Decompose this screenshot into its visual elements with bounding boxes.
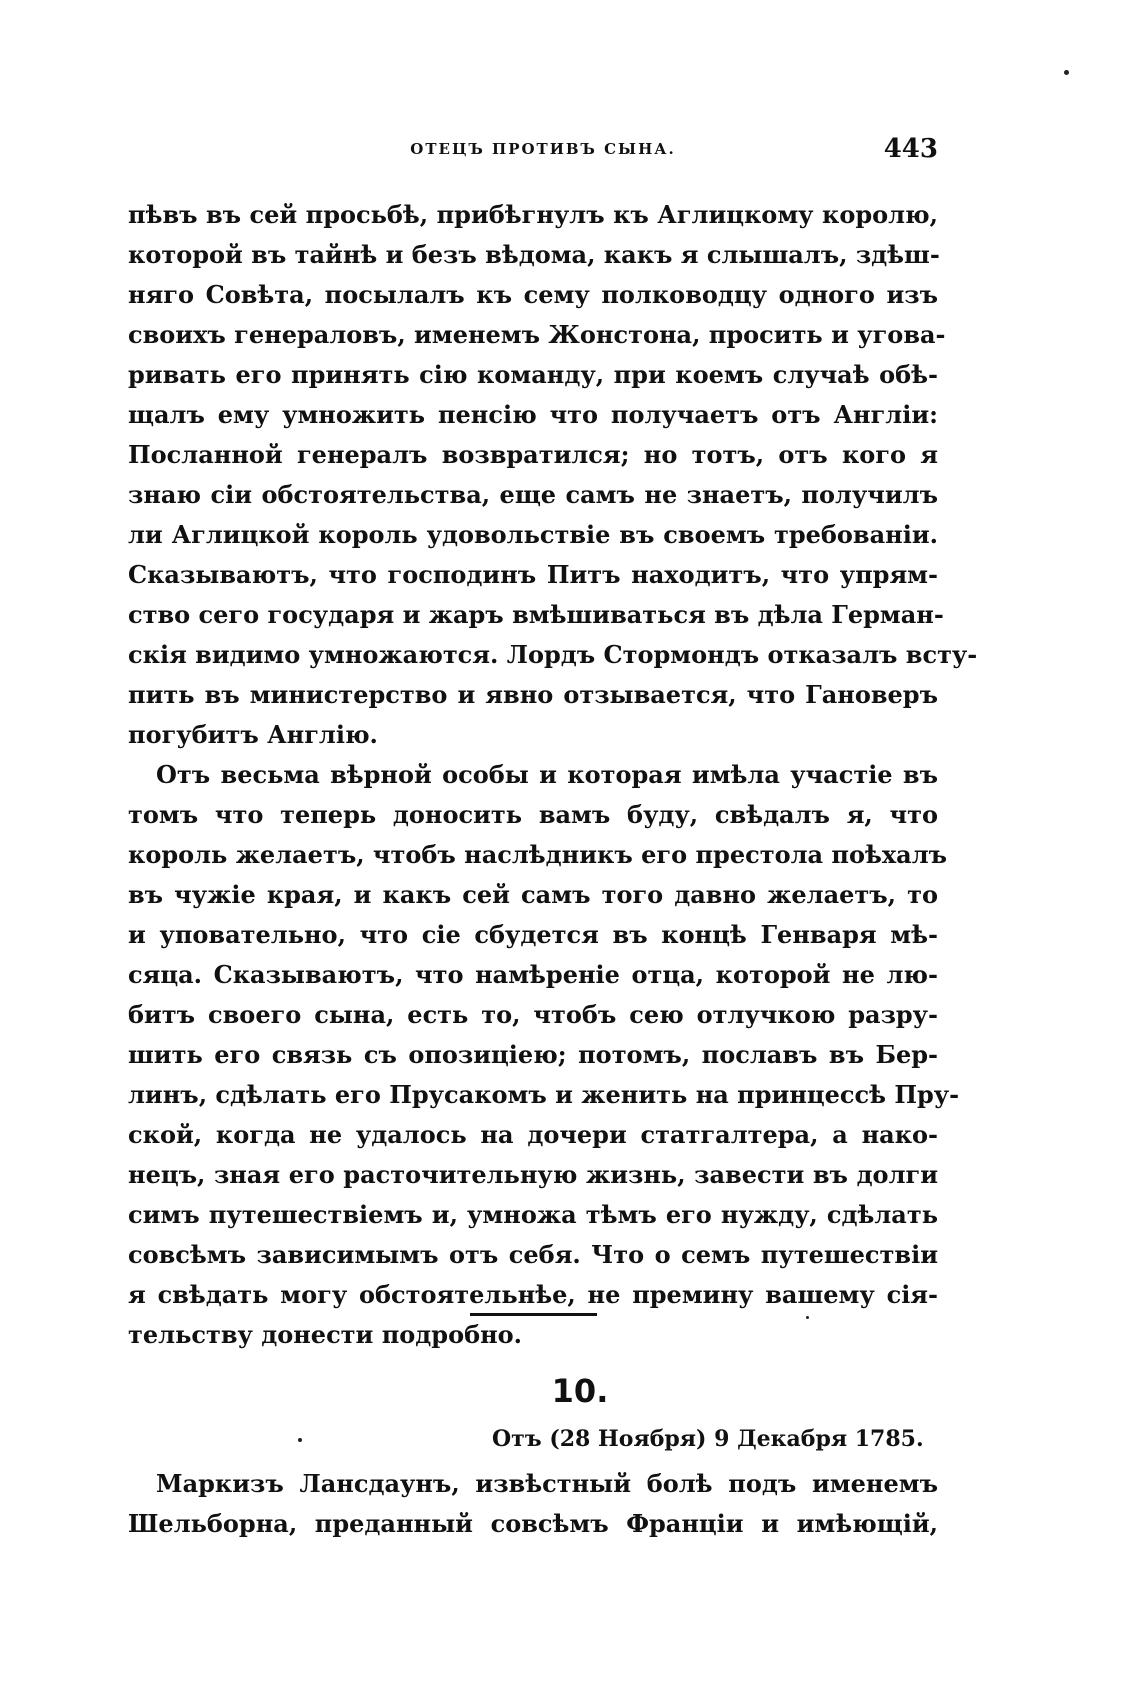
text-line: Маркизъ Лансдаунъ, извѣстный болѣ подъ именемъ	[156, 1469, 938, 1498]
text-line: симъ путешествіемъ и, умножа тѣмъ его нужду, сдѣлать	[128, 1200, 938, 1229]
text-line: нецъ, зная его расточительную жизнь, завести въ долги	[128, 1160, 938, 1189]
section-number: 10.	[551, 1372, 609, 1410]
text-line: скія видимо умножаются. Лордъ Стормондъ отказалъ всту-	[128, 640, 978, 669]
paragraph	[128, 755, 960, 1355]
print-speck	[806, 1316, 809, 1319]
text-line: въ чужіе края, и какъ сей самъ того давно желаетъ, то	[128, 880, 938, 909]
text-line: совсѣмъ зависимымъ отъ себя. Что о семъ путешествіи	[128, 1240, 938, 1269]
text-line: томъ что теперь доносить вамъ буду, свѣдалъ я, что	[128, 800, 938, 829]
section-divider	[470, 1313, 597, 1316]
paragraph	[128, 1464, 938, 1544]
text-line: ской, когда не удалось на дочери статгалтера, а нако-	[128, 1120, 938, 1149]
text-line: линъ, сдѣлать его Прусакомъ и женить на принцессѣ Пру-	[128, 1080, 960, 1109]
print-speck	[1064, 70, 1069, 75]
paragraph	[128, 195, 978, 755]
text-line: щалъ ему умножить пенсію что получаетъ отъ Англіи:	[128, 400, 938, 429]
text-line: Отъ весьма вѣрной особы и которая имѣла участіе въ	[156, 760, 938, 789]
text-line: погубитъ Англію.	[128, 720, 378, 749]
letter-dateline: Отъ (28 Ноября) 9 Декабря 1785.	[492, 1426, 924, 1452]
text-line: Шельборна, преданный совсѣмъ Франціи и имѣющій,	[128, 1509, 938, 1538]
text-line: пить въ министерство и явно отзывается, что Гановеръ	[128, 680, 938, 709]
text-line: шить его связь съ опозиціею; потомъ, пославъ въ Бер-	[128, 1040, 938, 1069]
running-head	[128, 134, 938, 170]
text-line: знаю сіи обстоятельства, еще самъ не знаетъ, получилъ	[128, 480, 938, 509]
text-line: няго Совѣта, посылалъ къ сему полководцу одного изъ	[128, 280, 938, 309]
text-line: ривать его принять сію команду, при коемъ случаѣ обѣ-	[128, 360, 938, 389]
text-line: Посланной генералъ возвратился; но тотъ, отъ кого я	[128, 440, 938, 469]
text-line: ство сего государя и жаръ вмѣшиваться въ дѣла Герман-	[128, 600, 944, 629]
text-line: король желаетъ, чтобъ наслѣдникъ его престола поѣхалъ	[128, 840, 948, 869]
text-line: ли Аглицкой король удовольствіе въ своемъ требованіи.	[128, 520, 938, 549]
text-line: тельству донести подробно.	[128, 1320, 523, 1349]
text-line: Сказываютъ, что господинъ Питъ находитъ, что упрям-	[128, 560, 938, 589]
text-line: пѣвъ въ сей просьбѣ, прибѣгнулъ къ Аглицкому королю,	[128, 200, 938, 229]
page-number: 443	[883, 134, 938, 164]
text-line: битъ своего сына, есть то, чтобъ сею отлучкою разру-	[128, 1000, 938, 1029]
section-10-text	[128, 1464, 938, 1544]
text-line: которой въ тайнѣ и безъ вѣдома, какъ я слышалъ, здѣш-	[128, 240, 940, 269]
text-line: своихъ генераловъ, именемъ Жонстона, просить и угова-	[128, 320, 946, 349]
print-speck	[298, 1438, 302, 1442]
text-line: и уповательно, что сіе сбудется въ концѣ Генваря мѣ-	[128, 920, 938, 949]
running-title: ОТЕЦЪ ПРОТИВЪ СЫНА.	[410, 140, 676, 158]
text-line: я свѣдать могу обстоятельнѣе, не премину вашему сія-	[128, 1280, 938, 1309]
text-line: сяца. Сказываютъ, что намѣреніе отца, которой не лю-	[128, 960, 938, 989]
section-9-text	[128, 195, 978, 1355]
